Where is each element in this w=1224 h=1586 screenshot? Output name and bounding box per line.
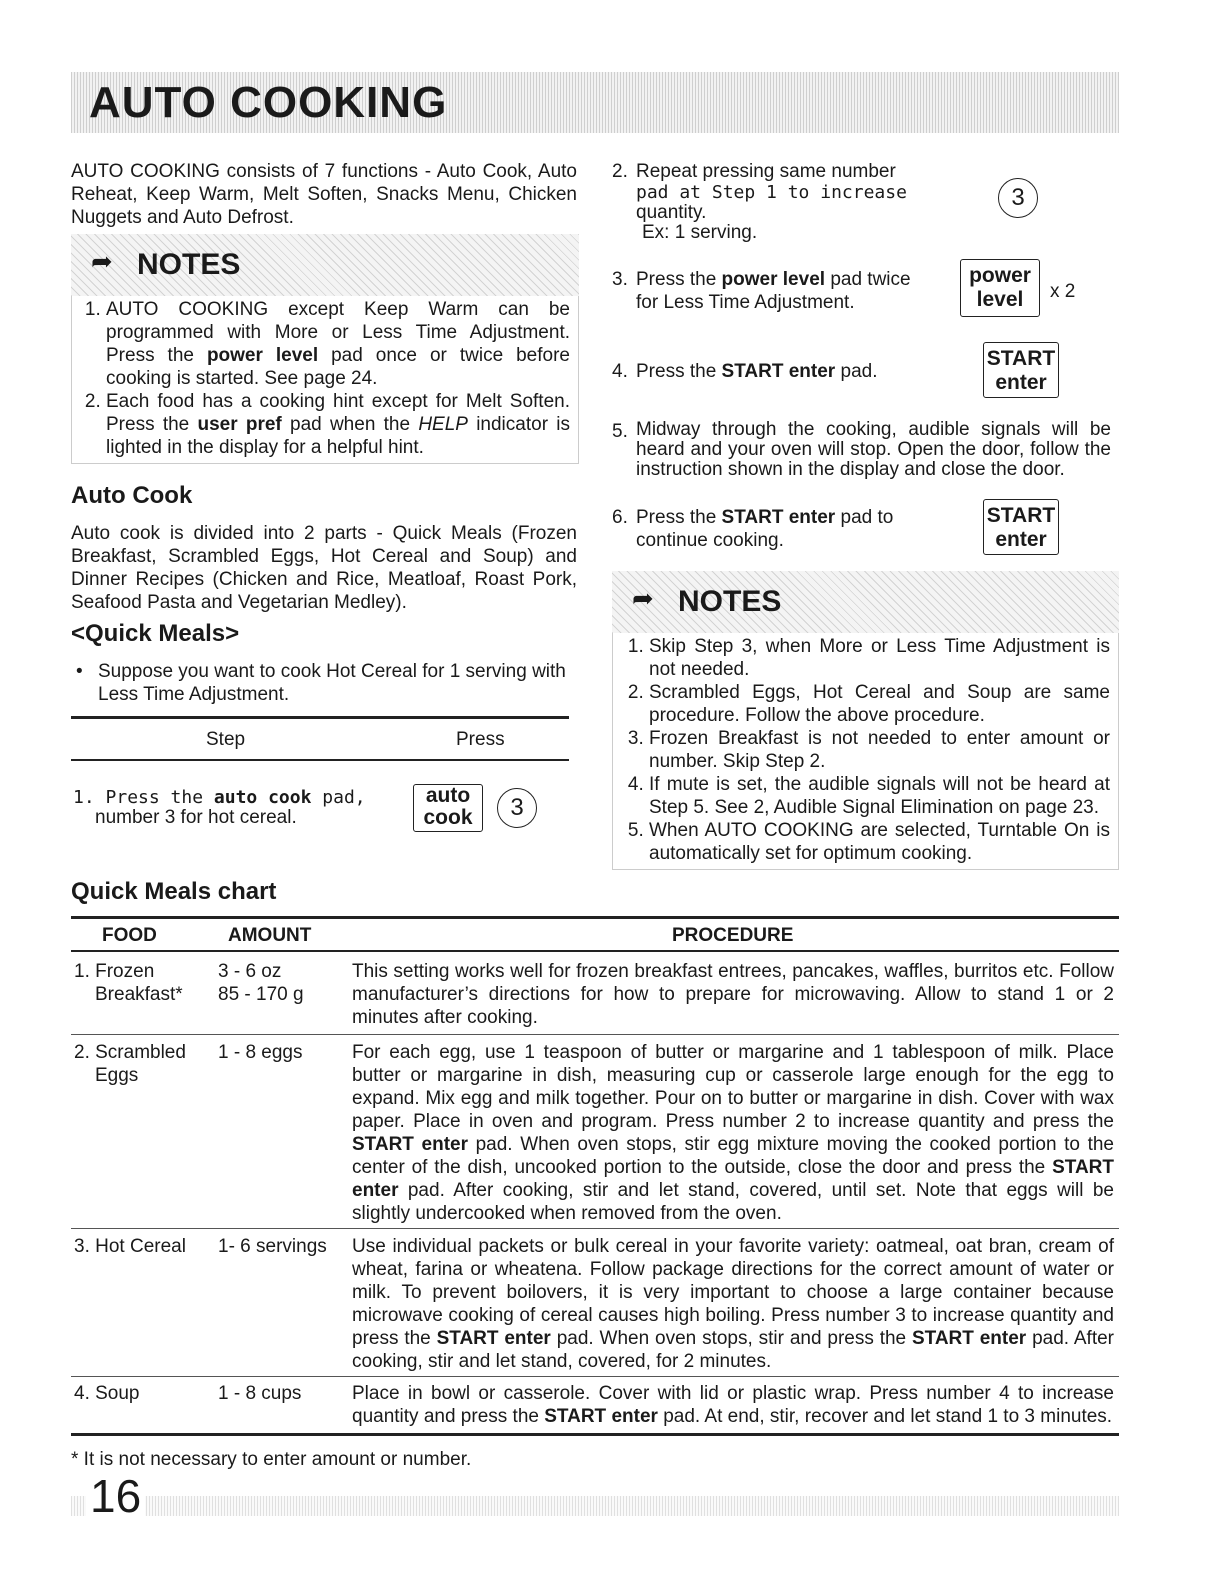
start-enter-pad: START enter xyxy=(983,342,1059,398)
note-item: 3. Frozen Breakfast is not needed to enter amount or number. Skip Step 2. xyxy=(649,727,1110,773)
page-title: AUTO COOKING xyxy=(89,78,448,127)
step-2-num: 2. xyxy=(612,161,628,182)
notes-header xyxy=(612,571,1119,633)
quick-meals-bullet: • Suppose you want to cook Hot Cereal for 1 serving with Less Time Adjustment. xyxy=(76,661,566,705)
chart-top-rule xyxy=(71,916,1119,919)
chart-footnote: * It is not necessary to enter amount or number. xyxy=(71,1449,472,1470)
note-item: 2. Scrambled Eggs, Hot Cereal and Soup are same procedure. Follow the above procedure. xyxy=(649,681,1110,727)
row-divider xyxy=(71,1034,1119,1035)
col-amount: AMOUNT xyxy=(228,925,312,946)
step-1-line2: number 3 for hot cereal. xyxy=(95,807,297,828)
row-3-food: 3. Hot Cereal xyxy=(74,1236,186,1257)
auto-cook-text: Auto cook is divided into 2 parts - Quick Meals (Frozen Breakfast, Scrambled Eggs, Hot Cereal and Soup) and Dinner Recipes (Chicken and Rice, Meatloaf, Roast Pork, Seafood Pasta and Vegetarian Medley). xyxy=(71,523,577,613)
intro-text: AUTO COOKING consists of 7 functions - Auto Cook, Auto Reheat, Keep Warm, Melt Soften, Snacks Menu, Chicken Nuggets and Auto Defrost. xyxy=(71,161,577,228)
row-4-amount: 1 - 8 cups xyxy=(218,1383,302,1404)
step-table-header-rule xyxy=(71,759,569,761)
auto-cook-pad: auto cook xyxy=(413,784,483,832)
note-item: 5. When AUTO COOKING are selected, Turntable On is automatically set for optimum cooking. xyxy=(649,819,1110,865)
row-1-amount: 3 - 6 oz 85 - 170 g xyxy=(218,961,304,1005)
notes-box-2 xyxy=(612,571,1119,870)
chart-heading: Quick Meals chart xyxy=(71,878,277,905)
row-divider xyxy=(71,1228,1119,1229)
step-5: Midway through the cooking, audible signals will be heard and your oven will stop. Open the door, follow the instruction shown in the display and close the door. xyxy=(636,419,1111,480)
start-enter-pad-step6: START enter xyxy=(983,499,1059,555)
row-1-procedure: This setting works well for frozen breakfast entrees, pancakes, waffles, burritos etc. Follow manufacturer’s directions for how to prepare for microwaving. Allow to stand 1 or 2 minutes after cooking. xyxy=(352,961,1114,1028)
page-number: 16 xyxy=(86,1472,145,1520)
row-4-procedure: Place in bowl or casserole. Cover with lid or plastic wrap. Press number 4 to increase quantity and press the START enter pad. At end, stir, recover and let stand 1 to 3 minutes. xyxy=(352,1383,1114,1427)
notes-title: NOTES xyxy=(678,585,782,618)
notes-title: NOTES xyxy=(137,248,241,281)
row-1-food: 1. Frozen Breakfast* xyxy=(74,961,183,1005)
note-item: 2. Each food has a cooking hint except for Melt Soften. Press the user pref pad when the HELP indicator is lighted in the display for a helpful hint. xyxy=(106,390,570,459)
note-item: 1. Skip Step 3, when More or Less Time Adjustment is not needed. xyxy=(649,635,1110,681)
col-procedure: PROCEDURE xyxy=(672,925,794,946)
step-2: Repeat pressing same number pad at Step 1 to increase quantity. Ex: 1 serving. xyxy=(636,161,907,243)
step-3: Press the power level pad twice for Less Time Adjustment. xyxy=(636,269,911,313)
number-3-pad: 3 xyxy=(497,788,537,828)
col-press-header: Press xyxy=(456,729,505,750)
step-1: 1. Press the auto cook pad, xyxy=(73,787,366,808)
bullet-dot: • xyxy=(76,661,83,682)
step-table-top-rule xyxy=(71,716,569,719)
step-6: Press the START enter pad to continue cooking. xyxy=(636,507,894,551)
pushpin-icon: ➦ xyxy=(91,246,113,276)
row-2-procedure: For each egg, use 1 teaspoon of butter or margarine and 1 tablespoon of milk. Place butter or margarine in dish, measuring cup or casserole large enough for the egg to expand. Mix egg and milk together. Pour on to butter or margarine in dish. Cover with wax paper. Place in oven and program. Press number 2 to increase quantity and press the START enter pad. When oven stops, stir egg mixture moving the cooked portion to the center of the dish, uncooked portion to the outside, close the door and press the START enter pad. After cooking, stir and let stand, covered, until set. Note that eggs will be slightly undercooked when removed from the oven. xyxy=(352,1042,1114,1224)
power-level-pad: power level xyxy=(960,259,1040,317)
step-5-num: 5. xyxy=(612,421,628,442)
notes-body xyxy=(612,633,1119,870)
col-step-header: Step xyxy=(206,729,246,750)
step-6-num: 6. xyxy=(612,507,628,528)
pushpin-icon: ➦ xyxy=(632,583,654,613)
row-2-food: 2. Scrambled Eggs xyxy=(74,1042,186,1086)
auto-cook-heading: Auto Cook xyxy=(71,482,193,509)
row-3-procedure: Use individual packets or bulk cereal in your favorite variety: oatmeal, oat bran, cream of wheat, farina or wheatena. Follow package directions for the correct amount of water or milk. To prevent boilovers, it is very important to choose a large container because microwave cooking of cereal causes high boiling. Press number 3 to increase quantity and press the START enter pad. When oven stops, stir and press the START enter pad. After cooking, stir and let stand, covered, for 2 minutes. xyxy=(352,1236,1114,1372)
row-4-food: 4. Soup xyxy=(74,1383,140,1404)
note-item: 4. If mute is set, the audible signals will not be heard at Step 5. See 2, Audible Signal Elimination on page 23. xyxy=(649,773,1110,819)
notes-body xyxy=(71,296,579,464)
notes-box-1 xyxy=(71,234,579,464)
chart-bottom-rule xyxy=(71,1433,1119,1436)
number-3-pad-step2: 3 xyxy=(998,178,1038,218)
step-4-num: 4. xyxy=(612,361,628,382)
quick-meals-heading: <Quick Meals> xyxy=(71,620,240,647)
step-4: Press the START enter pad. xyxy=(636,361,878,382)
notes-header xyxy=(71,234,579,296)
page-title-bar xyxy=(71,72,1119,133)
row-divider xyxy=(71,1376,1119,1377)
col-food: FOOD xyxy=(102,925,157,946)
times-two-label: x 2 xyxy=(1050,281,1076,302)
chart-header-rule xyxy=(71,950,1119,952)
footer-bar xyxy=(71,1496,1119,1516)
step-3-num: 3. xyxy=(612,269,628,290)
row-2-amount: 1 - 8 eggs xyxy=(218,1042,303,1063)
note-item: 1. AUTO COOKING except Keep Warm can be programmed with More or Less Time Adjustment. Press the power level pad once or twice before cooking is started. See page 24. xyxy=(106,298,570,390)
row-3-amount: 1- 6 servings xyxy=(218,1236,327,1257)
